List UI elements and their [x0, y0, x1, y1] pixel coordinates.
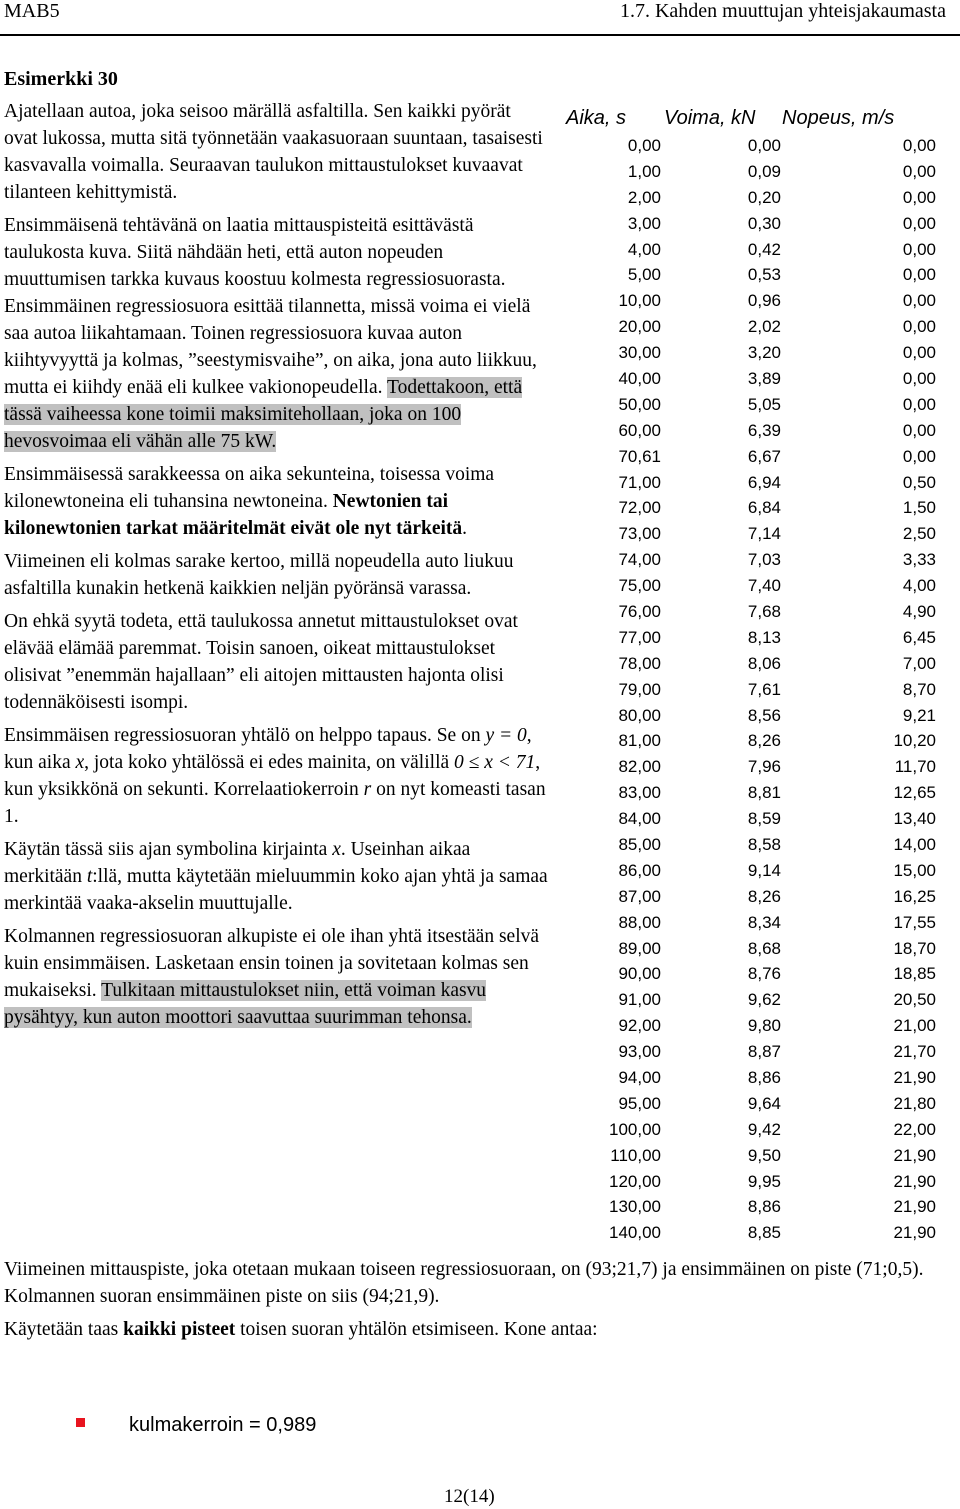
cell-force: 9,95: [747, 1171, 781, 1191]
cell-speed: 11,70: [894, 757, 936, 777]
table-row: [566, 392, 936, 418]
result-text: kulmakerroin = 0,989: [129, 1414, 317, 1436]
cell-time: 50,00: [618, 394, 661, 414]
page-number: 12(14): [444, 1486, 495, 1507]
table-row: [566, 962, 936, 988]
cell-speed: 16,25: [893, 886, 936, 906]
cell-force: 0,53: [747, 265, 781, 285]
table-row: [566, 159, 936, 185]
table-row: [566, 185, 936, 211]
cell-force: 7,03: [747, 550, 781, 570]
text-seg: toisen suoran yhtälön etsimiseen. Kone antaa:: [235, 1319, 598, 1340]
cell-time: 79,00: [618, 679, 661, 699]
cell-time: 10,00: [618, 291, 661, 311]
paragraph-third-regression: [4, 923, 549, 1031]
table-row: [566, 703, 936, 729]
cell-speed: 4,90: [902, 601, 936, 621]
cell-time: 89,00: [618, 938, 661, 958]
cell-speed: 3,33: [902, 550, 936, 570]
text-seg: Käytetään taas: [4, 1319, 124, 1340]
paragraph-points: Viimeinen mittauspiste, joka otetaan mukaan toiseen regressiosuoraan, on (93;21,7) ja ensimmäinen on piste (71;0,5). Kolmannen suoran ensimmäinen piste on siis (94;21,9).: [4, 1259, 924, 1307]
paragraph-columns: [4, 461, 549, 542]
cell-time: 85,00: [618, 834, 661, 854]
cell-time: 83,00: [618, 783, 661, 803]
cell-force: 8,56: [747, 705, 781, 725]
cell-time: 82,00: [618, 757, 661, 777]
equation: y = 0: [485, 725, 527, 746]
paragraph-intro-text: Ajatellaan autoa, joka seisoo märällä asfaltilla. Sen kaikki pyörät ovat lukossa, mutta sitä työnnetään vaakasuoraan suuntaan, tasaisesti kasvavalla voimalla. Seuraavan taulukon mittaustulokset kuvaavat tilanteen kehittymistä.: [4, 101, 543, 203]
cell-time: 95,00: [618, 1093, 661, 1113]
table-row: [566, 237, 936, 263]
cell-time: 1,00: [627, 161, 661, 181]
cell-time: 84,00: [618, 809, 661, 829]
cell-speed: 9,21: [902, 705, 936, 725]
highlighted-text: Tulkitaan mittaustulokset niin, että voiman kasvu pysähtyy, kun auton moottori saavuttaa suurimman tehonsa.: [4, 980, 487, 1028]
table-row: [566, 806, 936, 832]
table-row: [566, 832, 936, 858]
table-row: [566, 288, 936, 314]
column-header-speed: Nopeus, m/s: [782, 106, 895, 129]
cell-speed: 21,90: [893, 1223, 936, 1243]
table-header: [566, 103, 936, 133]
table-row: [566, 1091, 936, 1117]
cell-speed: 21,70: [893, 1042, 936, 1062]
cell-time: 77,00: [618, 627, 661, 647]
cell-time: 91,00: [618, 990, 661, 1010]
paragraph-first-regression: [4, 722, 549, 830]
cell-speed: 6,45: [902, 627, 936, 647]
cell-force: 0,42: [747, 239, 781, 259]
cell-force: 8,59: [747, 809, 781, 829]
cell-force: 8,26: [747, 731, 781, 751]
text-seg: Kolmannen regressiosuoran alkupiste ei ole ihan yhtä itsestään selvä kuin ensimmäisen. Lasketaan ensin toinen ja sovitetaan kolmas sen mukaiseksi.: [4, 926, 540, 1001]
paragraph-columns-end: .: [462, 518, 468, 539]
table-row: [566, 677, 936, 703]
column-header-force: Voima, kN: [664, 106, 756, 129]
bold-text: kaikki pisteet: [123, 1319, 236, 1340]
text-seg: , jota koko yhtälössä ei edes mainita, on välillä: [84, 752, 455, 773]
cell-force: 8,85: [747, 1223, 781, 1243]
cell-speed: 13,40: [893, 809, 936, 829]
table-row: [566, 573, 936, 599]
cell-speed: 0,00: [902, 161, 936, 181]
math-variable: x: [75, 752, 85, 773]
cell-time: 87,00: [618, 886, 661, 906]
inequality: 0 ≤ x < 71: [454, 752, 536, 773]
table-row: [566, 599, 936, 625]
paragraph-all-points: [4, 1316, 944, 1343]
cell-force: 6,84: [747, 498, 781, 518]
cell-time: 40,00: [618, 368, 661, 388]
cell-force: 6,94: [747, 472, 781, 492]
cell-force: 9,50: [747, 1145, 781, 1165]
cell-force: 8,81: [747, 783, 781, 803]
header-doc-code: MAB5: [4, 0, 60, 22]
cell-force: 7,14: [747, 524, 781, 544]
cell-force: 8,13: [747, 627, 781, 647]
cell-time: 130,00: [609, 1197, 661, 1217]
table-row: [566, 1117, 936, 1143]
table-row: [566, 910, 936, 936]
table-row: [566, 470, 936, 496]
table-row: [566, 547, 936, 573]
cell-force: 8,26: [747, 886, 781, 906]
cell-force: 3,89: [747, 368, 781, 388]
cell-speed: 7,00: [902, 653, 936, 673]
cell-speed: 18,70: [893, 938, 936, 958]
text-seg: . Useinhan aikaa merkitään: [4, 839, 471, 887]
table-row: [566, 754, 936, 780]
cell-speed: 0,00: [902, 394, 936, 414]
table-row: [566, 133, 936, 159]
table-row: [566, 625, 936, 651]
cell-speed: 17,55: [893, 912, 936, 932]
cell-speed: 12,65: [893, 783, 936, 803]
cell-force: 3,20: [747, 343, 781, 363]
cell-time: 0,00: [627, 135, 661, 155]
cell-force: 0,09: [747, 161, 781, 181]
cell-force: 8,58: [747, 834, 781, 854]
cell-time: 30,00: [618, 343, 661, 363]
paragraph-speed: Viimeinen eli kolmas sarake kertoo, millä nopeudella auto liukuu asfaltilla kunakin hetkenä kaikkien neljän pyöränsä varassa.: [4, 551, 514, 599]
cell-speed: 18,85: [893, 964, 936, 984]
cell-speed: 0,00: [902, 420, 936, 440]
cell-force: 9,80: [747, 1016, 781, 1036]
text-seg: Ensimmäisen regressiosuoran yhtälö on helppo tapaus. Se on: [4, 725, 486, 746]
table-row: [566, 418, 936, 444]
cell-time: 72,00: [618, 498, 661, 518]
cell-force: 9,42: [747, 1119, 781, 1139]
cell-speed: 4,00: [902, 576, 936, 596]
highlighted-text: Todettakoon, että tässä vaiheessa kone toimii maksimitehollaan, joka on 100 hevosvoimaa eli vähän alle 75 kW.: [4, 377, 523, 452]
cell-time: 78,00: [618, 653, 661, 673]
cell-time: 76,00: [618, 601, 661, 621]
table-row: [566, 314, 936, 340]
cell-time: 88,00: [618, 912, 661, 932]
example-title: Esimerkki 30: [4, 68, 118, 90]
table-row: [566, 444, 936, 470]
header-section-title: 1.7. Kahden muuttujan yhteisjakaumasta: [619, 0, 946, 22]
math-variable: r: [363, 779, 372, 800]
cell-time: 100,00: [609, 1119, 661, 1139]
table-row: [566, 495, 936, 521]
paragraph-intro: [4, 98, 549, 206]
cell-time: 110,00: [610, 1145, 661, 1165]
cell-time: 86,00: [618, 860, 661, 880]
cell-force: 6,67: [747, 446, 781, 466]
text-seg: Käytän tässä siis ajan symbolina kirjainta: [4, 839, 333, 860]
cell-force: 7,68: [747, 601, 781, 621]
cell-speed: 0,00: [902, 265, 936, 285]
cell-force: 8,86: [747, 1068, 781, 1087]
paragraph-symbol: [4, 836, 549, 917]
cell-speed: 20,50: [893, 990, 936, 1010]
cell-time: 60,00: [618, 420, 661, 440]
cell-force: 9,64: [747, 1093, 781, 1113]
table-row: [566, 262, 936, 288]
cell-speed: 0,00: [902, 446, 936, 466]
cell-force: 8,34: [747, 912, 781, 932]
cell-time: 5,00: [627, 265, 661, 285]
cell-speed: 21,80: [893, 1093, 936, 1113]
paragraph-task: [4, 212, 549, 455]
cell-force: 8,06: [747, 653, 781, 673]
cell-speed: 14,00: [893, 834, 936, 854]
cell-time: 20,00: [618, 317, 661, 337]
header-divider: [0, 34, 960, 36]
cell-force: 0,20: [747, 187, 781, 207]
table-row: [566, 211, 936, 237]
cell-force: 8,87: [747, 1042, 781, 1062]
table-row: [566, 936, 936, 962]
text-seg: :llä, mutta käytetään mieluummin koko ajan yhtä ja samaa merkintää vaaka-akselin muuttujalle.: [4, 866, 548, 914]
paragraph-measurements: On ehkä syytä todeta, että taulukossa annetut mittaustulokset ovat elävää elämää paremmat. Toisin sanoen, oikeat mittaustulokset olisivat ”enemmän hajallaan” eli aitojen mittausten hajonta olisi todennäköisesti isompi.: [4, 611, 518, 713]
cell-speed: 0,00: [902, 368, 936, 388]
cell-speed: 21,90: [893, 1197, 936, 1217]
cell-force: 8,76: [747, 964, 781, 984]
cell-force: 7,40: [747, 576, 781, 596]
cell-time: 75,00: [618, 576, 661, 596]
paragraph-task-text: Ensimmäisenä tehtävänä on laatia mittauspisteitä esittävästä taulukosta kuva. Siitä nähdään heti, että auton nopeuden muuttumisen tarkka kuvaus koostuu kolmesta regressiosuorasta. Ensimmäinen regressiosuora esittää tilannetta, missä voima ei vielä saa autoa liikahtamaan. Toinen regressiosuora kuvaa auton kiihtyvyyttä ja kolmas, ”seestymisvaihe”, on aika, jona auto liikkuu, mutta ei kiihdy enää eli kulkee vakionopeudella.: [4, 215, 537, 398]
cell-force: 7,61: [747, 679, 781, 699]
cell-speed: 0,50: [902, 472, 936, 492]
cell-time: 71,00: [618, 472, 661, 492]
table-row: [566, 1039, 936, 1065]
cell-force: 6,39: [747, 420, 781, 440]
cell-speed: 0,00: [902, 239, 936, 259]
cell-speed: 21,90: [893, 1145, 936, 1165]
cell-time: 4,00: [627, 239, 661, 259]
cell-force: 0,30: [747, 213, 781, 233]
table-row: [566, 651, 936, 677]
cell-time: 120,00: [609, 1171, 661, 1191]
table-row: [566, 780, 936, 806]
cell-time: 94,00: [618, 1068, 661, 1087]
cell-time: 73,00: [618, 524, 661, 544]
cell-speed: 8,70: [902, 679, 936, 699]
cell-force: 7,96: [747, 757, 781, 777]
text-seg: , kun aika: [4, 725, 532, 773]
cell-speed: 1,50: [902, 498, 936, 518]
table-row: [566, 1169, 936, 1195]
cell-time: 92,00: [618, 1016, 661, 1036]
measurement-table: [566, 103, 936, 1246]
cell-speed: 0,00: [902, 291, 936, 311]
bold-text: Newtonien tai kilonewtonien tarkat määritelmät eivät ole nyt tärkeitä: [4, 491, 463, 539]
cell-speed: 15,00: [893, 860, 936, 880]
cell-speed: 21,90: [893, 1171, 936, 1191]
table-row: [566, 987, 936, 1013]
table-row: [566, 366, 936, 392]
cell-force: 9,62: [747, 990, 781, 1010]
cell-speed: 21,00: [893, 1016, 936, 1036]
cell-time: 3,00: [627, 213, 661, 233]
cell-force: 0,00: [747, 135, 781, 155]
math-variable: t: [86, 866, 93, 887]
column-header-time: Aika, s: [566, 106, 627, 129]
cell-time: 140,00: [609, 1223, 661, 1243]
cell-time: 81,00: [618, 731, 661, 751]
cell-time: 80,00: [618, 705, 661, 725]
cell-speed: 0,00: [902, 135, 936, 155]
table-row: [566, 1013, 936, 1039]
cell-force: 2,02: [747, 317, 781, 337]
table-body: [566, 133, 936, 1246]
result-bullet: [76, 1414, 316, 1437]
left-text-column: [4, 98, 549, 1037]
cell-speed: 0,00: [902, 213, 936, 233]
cell-time: 2,00: [627, 187, 661, 207]
cell-speed: 0,00: [902, 343, 936, 363]
table-row: [566, 728, 936, 754]
text-seg: , kun yksikkönä on sekunti. Korrelaatiokerroin: [4, 752, 541, 800]
cell-force: 0,96: [747, 291, 781, 311]
cell-speed: 10,20: [893, 731, 936, 751]
table-row: [566, 1220, 936, 1246]
cell-time: 90,00: [618, 964, 661, 984]
table-row: [566, 340, 936, 366]
table-row: [566, 1195, 936, 1221]
cell-force: 9,14: [747, 860, 781, 880]
math-variable: x: [332, 839, 341, 860]
cell-speed: 22,00: [893, 1119, 936, 1139]
cell-speed: 2,50: [902, 524, 936, 544]
bullet-square-icon: [76, 1418, 85, 1427]
cell-speed: 0,00: [902, 317, 936, 337]
cell-time: 74,00: [618, 550, 661, 570]
table-row: [566, 521, 936, 547]
text-seg: on nyt komeasti tasan 1.: [4, 779, 546, 827]
cell-force: 8,86: [747, 1197, 781, 1217]
table-row: [566, 1143, 936, 1169]
table-row: [566, 884, 936, 910]
cell-time: 70,61: [618, 446, 661, 466]
paragraph-columns-text: Ensimmäisessä sarakkeessa on aika sekunteina, toisessa voima kilonewtoneina eli tuhansina newtoneina.: [4, 464, 495, 512]
cell-speed: 0,00: [902, 187, 936, 207]
table-row: [566, 858, 936, 884]
table-row: [566, 1065, 936, 1091]
cell-time: 93,00: [618, 1042, 661, 1062]
cell-force: 5,05: [747, 394, 781, 414]
full-width-text: [4, 1256, 944, 1349]
cell-force: 8,68: [747, 938, 781, 958]
cell-speed: 21,90: [893, 1068, 936, 1087]
